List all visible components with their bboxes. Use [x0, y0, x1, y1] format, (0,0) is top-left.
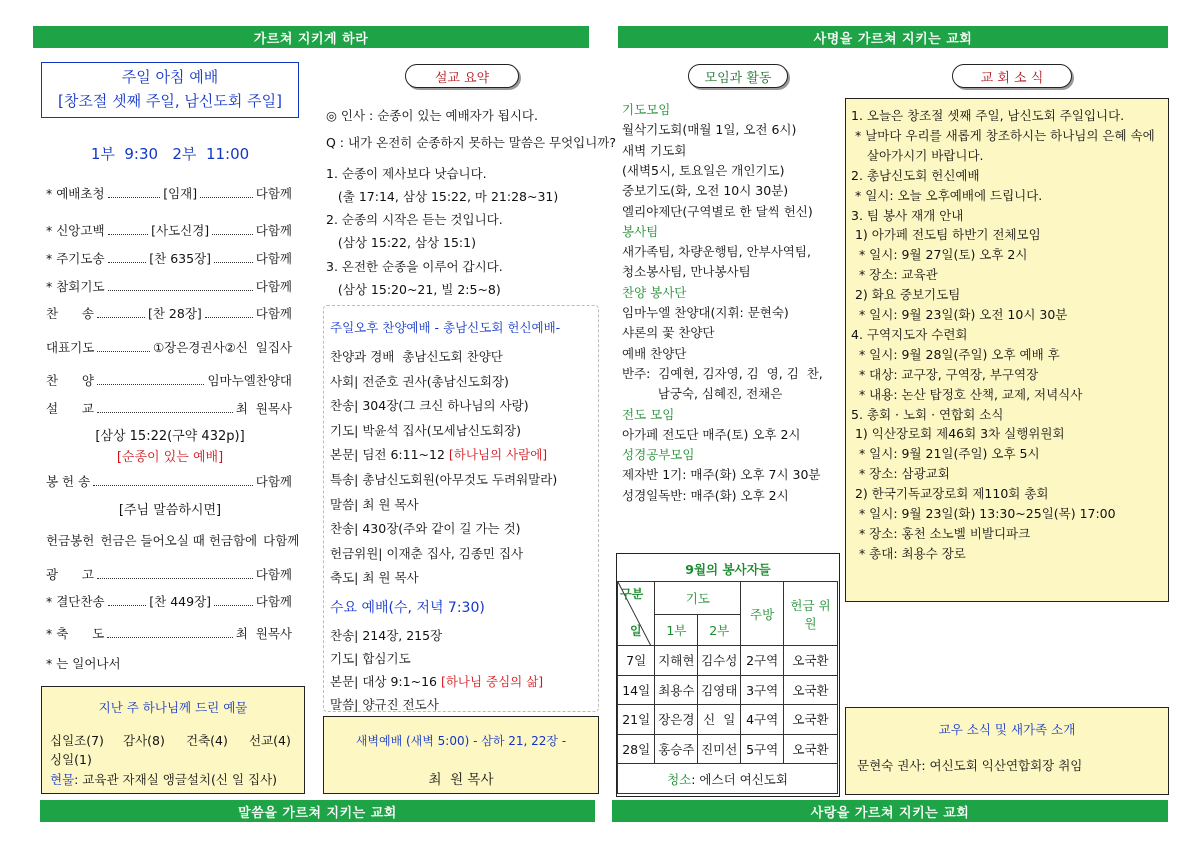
- service-row-role: 기도|: [330, 422, 359, 438]
- news-line: * 장소: 홍천 소노벨 비발디파크: [851, 525, 1031, 541]
- order-item-label: 헌금봉헌: [46, 533, 95, 548]
- server-cell: 28일: [618, 734, 655, 764]
- news-line: * 장소: 교육관: [851, 267, 938, 283]
- service-row-value: 양규진 전도사: [358, 697, 439, 712]
- service-row-value: 박윤석 집사(모세남신도회장): [358, 422, 521, 438]
- news-line: * 일시: 9월 28일(주일) 오후 예배 후: [851, 346, 1060, 362]
- cleaning-label: 청소: [667, 771, 692, 787]
- news-line: * 날마다 우리를 새롭게 창조하시는 하나님의 은혜 속에: [851, 127, 1155, 143]
- church-news-pill: 교 회 소 식: [952, 64, 1072, 88]
- meeting-heading: 찬양 봉사단: [622, 284, 687, 300]
- dotted-leader: [200, 184, 253, 198]
- worship-times: 1부 9:30 2부 11:00: [90, 145, 250, 163]
- offering-tithe: 십일조(7): [50, 733, 104, 748]
- news-line: 살아가시기 바랍니다.: [851, 147, 984, 163]
- server-row: [618, 734, 838, 764]
- order-item-leader: 다함께: [255, 279, 292, 294]
- order-item-detail: [사도신경]: [151, 223, 210, 238]
- service-row-role: 말씀|: [330, 697, 359, 712]
- worship-order-row: [46, 472, 292, 490]
- service-row: [330, 672, 543, 690]
- meeting-line: 새벽 기도회: [622, 142, 687, 158]
- service-row-role: 특송|: [330, 472, 359, 487]
- worship-order-row: [46, 184, 292, 202]
- cleaning-value: : 에스더 여신도회: [691, 771, 788, 787]
- news-line: * 일시: 9월 23일(화) 13:30~25일(목) 17:00: [851, 506, 1116, 521]
- offering-title: 지난 주 하나님께 드린 예물: [98, 700, 248, 715]
- service-row-role: 본문|: [330, 674, 359, 689]
- service-row-value: 총남신도회원(아무것도 두려워말라): [358, 472, 558, 487]
- server-cell: 2구역: [741, 646, 784, 676]
- dawn-title: 새벽예배 (새벽 5:00) - 삼하 21, 22장 -: [355, 734, 567, 748]
- news-line: * 일시: 9월 27일(토) 오후 2시: [851, 247, 1028, 263]
- server-cell: 신 일: [698, 705, 741, 735]
- service-row-value: 합심기도: [358, 651, 411, 666]
- news-line: 2. 총남신도회 헌신예배: [851, 167, 980, 183]
- standing-note: * 는 일어나서: [46, 656, 121, 671]
- offering-thanks: 감사(8): [123, 733, 165, 748]
- sermon-line: 2. 순종의 시작은 듣는 것입니다.: [326, 212, 503, 227]
- order-item-leader: 다함께: [255, 186, 293, 201]
- order-item-label: 찬 양: [46, 373, 94, 388]
- worship-order-row: [46, 624, 292, 642]
- service-row-value: 이재춘 집사, 김종민 집사: [382, 545, 524, 561]
- header-2bu: 2부: [698, 615, 741, 646]
- service-row-role: 헌금위원|: [330, 545, 383, 561]
- servers-title: 9월의 봉사자들: [685, 562, 771, 577]
- sermon-line: 3. 온전한 순종을 이루어 갑시다.: [326, 259, 503, 274]
- worship-order-row: [46, 592, 292, 610]
- service-row-value: 304장(그 크신 하나님의 사랑): [358, 398, 529, 414]
- header-jubang: 주방: [741, 582, 784, 646]
- dotted-leader: [97, 304, 145, 318]
- order-item-leader: 다함께: [263, 533, 300, 548]
- service-row: [330, 445, 547, 463]
- meeting-line: 반주: 김예현, 김자영, 김 영, 김 찬,: [622, 365, 823, 381]
- service-row: [330, 495, 419, 513]
- order-item-detail: [찬 28장]: [147, 306, 202, 321]
- server-cell: 오국환: [784, 705, 838, 735]
- news-line: * 일시: 오늘 오후예배에 드립니다.: [851, 187, 1043, 203]
- meeting-line: 예배 찬양단: [622, 345, 687, 361]
- service-row-role: 찬양과 경배: [330, 349, 395, 364]
- cleaning-row: [618, 764, 838, 794]
- dotted-leader: [97, 371, 204, 385]
- order-item-leader: 다함께: [255, 474, 292, 489]
- order-item-label: 대표기도: [46, 340, 95, 355]
- order-item-label: 설 교: [46, 401, 94, 416]
- server-cell: 김영태: [698, 675, 741, 705]
- sermon-line: Q : 내가 온전히 순종하지 못하는 말씀은 무엇입니까?: [326, 135, 616, 150]
- news-line: 3. 팀 봉사 재개 안내: [851, 207, 964, 223]
- header-hungeum: 헌금 위원: [784, 582, 838, 646]
- worship-order-row: [46, 531, 300, 549]
- offering-goods: [50, 770, 277, 788]
- service-row: [330, 372, 509, 390]
- meeting-line: 월삭기도회(매월 1일, 오전 6시): [622, 122, 797, 138]
- server-cell: 오국환: [784, 675, 838, 705]
- meeting-line: 엘리야제단(구역별로 한 달씩 헌신): [622, 203, 813, 219]
- service-row-title: [하나님의 사람에]: [448, 447, 548, 463]
- news-line: 2) 한국기독교장로회 제110회 총회: [851, 486, 1049, 502]
- news-line: 1) 아가페 전도팀 하반기 전체모임: [851, 227, 1041, 243]
- server-cell: 김수성: [698, 646, 741, 676]
- server-row: [618, 646, 838, 676]
- meeting-heading: 전도 모임: [622, 406, 675, 422]
- bottom-right-banner: 사랑을 가르쳐 지키는 교회: [612, 800, 1168, 822]
- prayer-song: [주님 말씀하시면]: [118, 503, 222, 518]
- server-cell: 장은경: [655, 705, 698, 735]
- news-line: 5. 총회 · 노회 · 연합회 소식: [851, 406, 1004, 422]
- server-cell: 7일: [618, 646, 655, 676]
- order-item-label: * 결단찬송: [46, 594, 105, 609]
- service-row: [330, 568, 419, 586]
- meeting-line: 중보기도(화, 오전 10시 30분): [622, 183, 789, 199]
- service-row-value: 총남신도회 찬양단: [394, 349, 503, 364]
- order-item-leader: 다함께: [255, 223, 293, 238]
- server-row: [618, 705, 838, 735]
- members-text: 문현숙 권사: 여신도회 익산연합회장 취임: [857, 758, 1083, 773]
- dotted-leader: [212, 221, 253, 235]
- meeting-line: 성경일독반: 매주(화) 오후 2시: [622, 487, 789, 503]
- server-cell: 21일: [618, 705, 655, 735]
- server-cell: 오국환: [784, 734, 838, 764]
- order-item-leader: 다함께: [255, 594, 293, 609]
- news-line: * 일시: 9월 21일(주일) 오후 5시: [851, 446, 1040, 462]
- dotted-leader: [205, 304, 253, 318]
- dotted-leader: [108, 249, 147, 263]
- offering-building: 건축(4): [186, 733, 228, 748]
- worship-subtitle: [창조절 셋째 주일, 남신도회 주일]: [58, 92, 282, 110]
- meeting-line: 제자반 1기: 매주(화) 오후 7시 30분: [622, 467, 821, 483]
- service-row: [330, 421, 521, 439]
- order-item-label: * 예배초청: [46, 186, 105, 201]
- service-row: [330, 347, 503, 365]
- sermon-summary-pill: 설교 요약: [405, 64, 519, 88]
- order-item-leader: 최 원목사: [235, 401, 292, 416]
- order-item-leader: 다함께: [255, 251, 293, 266]
- worship-order-row: [46, 304, 292, 322]
- meeting-line: 새가족팀, 차량운행팀, 안부사역팀,: [622, 244, 811, 260]
- dotted-leader: [108, 221, 149, 235]
- news-line: * 총대: 최용수 장로: [851, 545, 966, 561]
- service-row: [330, 519, 521, 537]
- order-item-detail: 헌금은 들어오실 때 헌금함에: [100, 533, 258, 548]
- news-line: * 대상: 교구장, 구역장, 부구역장: [851, 366, 1039, 382]
- server-cell: 3구역: [741, 675, 784, 705]
- dotted-leader: [108, 592, 147, 606]
- header-1bu: 1부: [655, 615, 698, 646]
- order-item-label: * 신앙고백: [46, 223, 105, 238]
- header-gido: 기도: [655, 582, 741, 615]
- news-line: * 내용: 논산 탑정호 산책, 교제, 저녁식사: [851, 386, 1083, 402]
- order-item-label: * 축 도: [46, 626, 105, 641]
- order-item-detail: [찬 635장]: [149, 251, 212, 266]
- server-cell: 최용수: [655, 675, 698, 705]
- order-item-label: * 주기도송: [46, 251, 105, 266]
- order-item-label: 봉 헌 송: [46, 474, 91, 489]
- dawn-preacher: 최 원 목사: [428, 772, 494, 788]
- server-cell: 진미선: [698, 734, 741, 764]
- goods-label: 현물: [50, 772, 75, 787]
- dotted-leader: [93, 472, 253, 486]
- dotted-leader: [214, 249, 253, 263]
- scripture-ref: [삼상 15:22(구약 432p)]: [95, 429, 245, 444]
- service-row-role: 축도|: [330, 570, 359, 586]
- sermon-line: ◎ 인사 : 순종이 있는 예배자가 됩시다.: [326, 108, 538, 123]
- dotted-leader: [214, 592, 253, 606]
- offering-other: 싱일(1): [50, 752, 92, 767]
- server-cell: 지해현: [655, 646, 698, 676]
- order-item-label: 광 고: [46, 567, 94, 582]
- offering-mission: 선교(4): [249, 733, 291, 748]
- server-row: [618, 675, 838, 705]
- server-cell: 14일: [618, 675, 655, 705]
- service-row-value: 최 원 목사: [358, 496, 419, 512]
- dotted-leader: [107, 624, 233, 638]
- worship-order-row: [46, 565, 292, 583]
- bottom-left-banner: 말씀을 가르쳐 지키는 교회: [40, 800, 595, 822]
- server-cell: 오국환: [784, 646, 838, 676]
- sermon-title: [순종이 있는 예배]: [116, 450, 224, 465]
- top-right-banner: 사명을 가르쳐 지키는 교회: [618, 26, 1168, 48]
- order-item-label: * 참회기도: [46, 279, 105, 294]
- header-gubun: [618, 582, 655, 646]
- service-row-role: 사회|: [330, 373, 359, 389]
- order-item-leader: 임마누엘찬양대: [207, 373, 292, 388]
- service-row: [330, 626, 442, 644]
- service-row: [330, 649, 411, 667]
- service-row-title: [하나님 중심의 삶]: [440, 674, 544, 689]
- service-row-role: 말씀|: [330, 496, 359, 512]
- order-item-leader: 최 원목사: [235, 626, 292, 641]
- meeting-line: (새벽5시, 토요일은 개인기도): [622, 162, 785, 178]
- top-left-banner: 가르쳐 지키게 하라: [33, 26, 589, 48]
- sermon-line: (삼상 15:20~21, 빌 2:5~8): [326, 282, 501, 297]
- gubun-label: 구분: [620, 587, 644, 601]
- meeting-line: 아가페 전도단 매주(토) 오후 2시: [622, 426, 801, 442]
- news-line: * 일시: 9월 23일(화) 오전 10시 30분: [851, 307, 1068, 322]
- order-item-label: 찬 송: [46, 306, 94, 321]
- server-cell: 홍승주: [655, 734, 698, 764]
- order-item-detail: ①장은경권사②신 일집사: [152, 340, 292, 355]
- dotted-leader: [97, 565, 253, 579]
- service-row: [330, 695, 439, 713]
- service-row-role: 찬송|: [330, 628, 359, 643]
- service-row-value: 214장, 215장: [358, 628, 443, 643]
- servers-table: [617, 581, 838, 794]
- news-line: 1. 오늘은 창조절 셋째 주일, 남신도회 주일입니다.: [851, 108, 1125, 123]
- news-line: 1) 익산장로회 제46회 3차 실행위원회: [851, 426, 1065, 442]
- dotted-leader: [108, 184, 161, 198]
- service-row: [330, 470, 557, 488]
- meeting-line: 남궁숙, 심혜진, 전채은: [622, 386, 783, 402]
- news-line: 2) 화요 중보기도팀: [851, 287, 961, 303]
- worship-title: 주일 아침 예배: [121, 68, 219, 86]
- order-item-leader: 다함께: [255, 306, 292, 321]
- wednesday-title: 수요 예배(수, 저녁 7:30): [330, 600, 485, 616]
- meeting-line: 임마누엘 찬양대(지휘: 문현숙): [622, 305, 789, 320]
- afternoon-title: 주일오후 찬양예배 - 총남신도회 헌신예배-: [330, 320, 561, 335]
- service-row-role: 본문|: [330, 447, 359, 463]
- service-row-role: 찬송|: [330, 398, 359, 414]
- il-label: 일: [630, 624, 642, 638]
- order-item-detail: [찬 449장]: [149, 594, 212, 609]
- goods-text: : 교육관 자재실 앵글설치(신 일 집사): [74, 772, 278, 787]
- meeting-heading: 봉사팀: [622, 223, 659, 239]
- meeting-line: 청소봉사팀, 만나봉사팀: [622, 264, 751, 280]
- service-row: [330, 544, 523, 562]
- service-row-value: 전준호 권사(총남신도회장): [358, 373, 509, 389]
- meeting-line: 샤론의 꽃 찬양단: [622, 325, 715, 341]
- order-item-detail: [임재]: [163, 186, 198, 201]
- sermon-line: (삼상 15:22, 삼상 15:1): [326, 235, 476, 250]
- service-row-role: 찬송|: [330, 521, 359, 537]
- service-row-value: 최 원 목사: [358, 570, 419, 586]
- dotted-leader: [108, 277, 253, 291]
- news-line: * 장소: 삼광교회: [851, 466, 950, 482]
- order-item-leader: 다함께: [255, 567, 292, 582]
- dotted-leader: [97, 399, 233, 413]
- service-row-value: 430장(주와 같이 길 가는 것): [358, 521, 521, 537]
- meetings-pill: 모임과 활동: [688, 64, 788, 88]
- worship-order-row: [46, 277, 292, 295]
- sermon-line: (출 17:14, 삼상 15:22, 마 21:28~31): [326, 189, 559, 204]
- server-cell: 5구역: [741, 734, 784, 764]
- worship-order-row: [46, 221, 292, 239]
- dotted-leader: [97, 338, 150, 352]
- worship-order-row: [46, 249, 292, 267]
- worship-order-row: [46, 399, 292, 417]
- service-row-value: 대상 9:1~16: [358, 674, 441, 689]
- worship-order-row: [46, 338, 292, 356]
- worship-order-row: [46, 371, 292, 389]
- meeting-heading: 성경공부모임: [622, 447, 695, 463]
- service-row: [330, 396, 529, 414]
- service-row-role: 기도|: [330, 651, 359, 666]
- news-line: 4. 구역지도자 수련회: [851, 326, 968, 342]
- meeting-heading: 기도모임: [622, 102, 671, 117]
- server-cell: 4구역: [741, 705, 784, 735]
- members-title: 교우 소식 및 새가족 소개: [938, 722, 1076, 737]
- service-row-value: 딤전 6:11~12: [358, 447, 449, 463]
- sermon-line: 1. 순종이 제사보다 낫습니다.: [326, 166, 487, 181]
